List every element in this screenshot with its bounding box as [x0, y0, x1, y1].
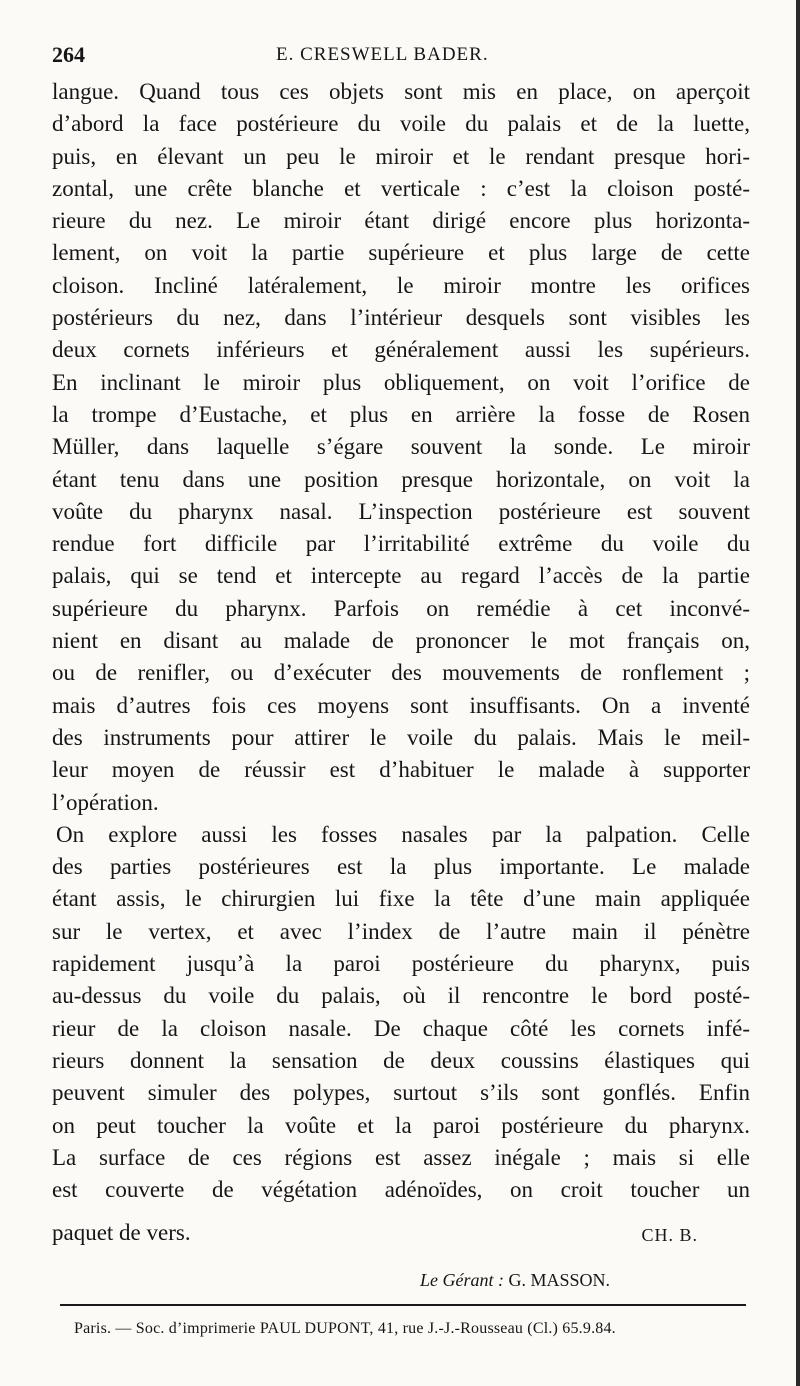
text-line: postérieurs du nez, dans l’intérieur desquels sont visibles les [52, 305, 750, 331]
page-number: 264 [52, 42, 85, 67]
text-line: deux cornets inférieurs et généralement aussi les supérieurs. [52, 337, 750, 363]
text-line: En inclinant le miroir plus obliquement, on voit l’orifice de [52, 369, 750, 395]
text-line: peuvent simuler des polypes, surtout s’ils sont gonflés. Enfin [52, 1080, 750, 1106]
running-head: E. CRESWELL BADER. [276, 44, 489, 65]
text-line: leur moyen de réussir est d’habituer le malade à supporter [52, 757, 750, 783]
author-initials: CH. B. [641, 1225, 698, 1245]
body-text [52, 76, 750, 1206]
text-line: rieure du nez. Le miroir étant dirigé encore plus horizonta- [52, 208, 750, 234]
page-edge-shadow [796, 0, 800, 1386]
text-line: voûte du pharynx nasal. L’inspection postérieure est souvent [52, 498, 750, 524]
text-line: d’abord la face postérieure du voile du palais et de la luette, [52, 111, 750, 137]
text-line: rendue fort difficile par l’irritabilité extrême du voile du [52, 531, 750, 557]
text-line: On explore aussi les fosses nasales par la palpation. Celle [56, 821, 750, 847]
text-line: est couverte de végétation adénoïdes, on croit toucher un [52, 1177, 750, 1203]
text-line: cloison. Incliné latéralement, le miroir montre les orifices [52, 272, 750, 298]
text-line: la trompe d’Eustache, et plus en arrière la fosse de Rosen [52, 401, 750, 427]
page-header [52, 42, 752, 72]
text-line: puis, en élevant un peu le miroir et le rendant presque hori- [52, 143, 750, 169]
text-line: ou de renifler, ou d’exécuter des mouvements de ronflement ; [52, 660, 750, 686]
signoff-row [52, 1217, 750, 1249]
text-line: au-dessus du voile du palais, où il rencontre le bord posté- [52, 983, 750, 1009]
text-line: sur le vertex, et avec l’index de l’autre main il pénètre [52, 918, 750, 944]
text-line: mais d’autres fois ces moyens sont insuffisants. On a inventé [52, 692, 750, 718]
paragraph-1 [52, 76, 750, 819]
text-line: La surface de ces régions est assez inégale ; mais si elle [52, 1144, 750, 1170]
text-line: langue. Quand tous ces objets sont mis en place, on aperçoit [52, 79, 750, 104]
text-line: étant assis, le chirurgien lui fixe la tête d’une main appliquée [52, 886, 750, 912]
text-line: rapidement jusqu’à la paroi postérieure du pharynx, puis [52, 951, 750, 977]
text-line: étant tenu dans une position presque horizontale, on voit la [52, 466, 750, 492]
text-line: des parties postérieures est la plus importante. Le malade [52, 854, 750, 880]
text-line: rieur de la cloison nasale. De chaque côté les cornets infé- [52, 1015, 750, 1041]
text-line: lement, on voit la partie supérieure et plus large de cette [52, 240, 750, 266]
text-line: on peut toucher la voûte et la paroi postérieure du pharynx. [52, 1112, 750, 1138]
text-line: zontal, une crête blanche et verticale : c’est la cloison posté- [52, 175, 750, 201]
text-line: nient en disant au malade de prononcer le mot français on, [52, 628, 750, 654]
text-line: Müller, dans laquelle s’égare souvent la sonde. Le miroir [52, 434, 750, 460]
gerant-line [420, 1266, 610, 1294]
text-line: l’opération. [52, 789, 159, 815]
gerant-label: Le Gérant : [420, 1270, 504, 1290]
closing-line: paquet de vers. [52, 1220, 191, 1245]
text-line: des instruments pour attirer le voile du palais. Mais le meil- [52, 724, 750, 750]
text-line: rieurs donnent la sensation de deux coussins élastiques qui [52, 1047, 750, 1073]
paragraph-2 [52, 819, 750, 1207]
gerant-name: G. MASSON. [508, 1270, 611, 1290]
text-line: palais, qui se tend et intercepte au regard l’accès de la partie [52, 563, 750, 589]
printer-imprint: Paris. — Soc. d’imprimerie PAUL DUPONT, 41, rue J.-J.-Rousseau (Cl.) 65.9.84. [74, 1320, 616, 1337]
text-line: supérieure du pharynx. Parfois on remédie à cet inconvé- [52, 595, 750, 621]
footer-rule [60, 1304, 746, 1306]
